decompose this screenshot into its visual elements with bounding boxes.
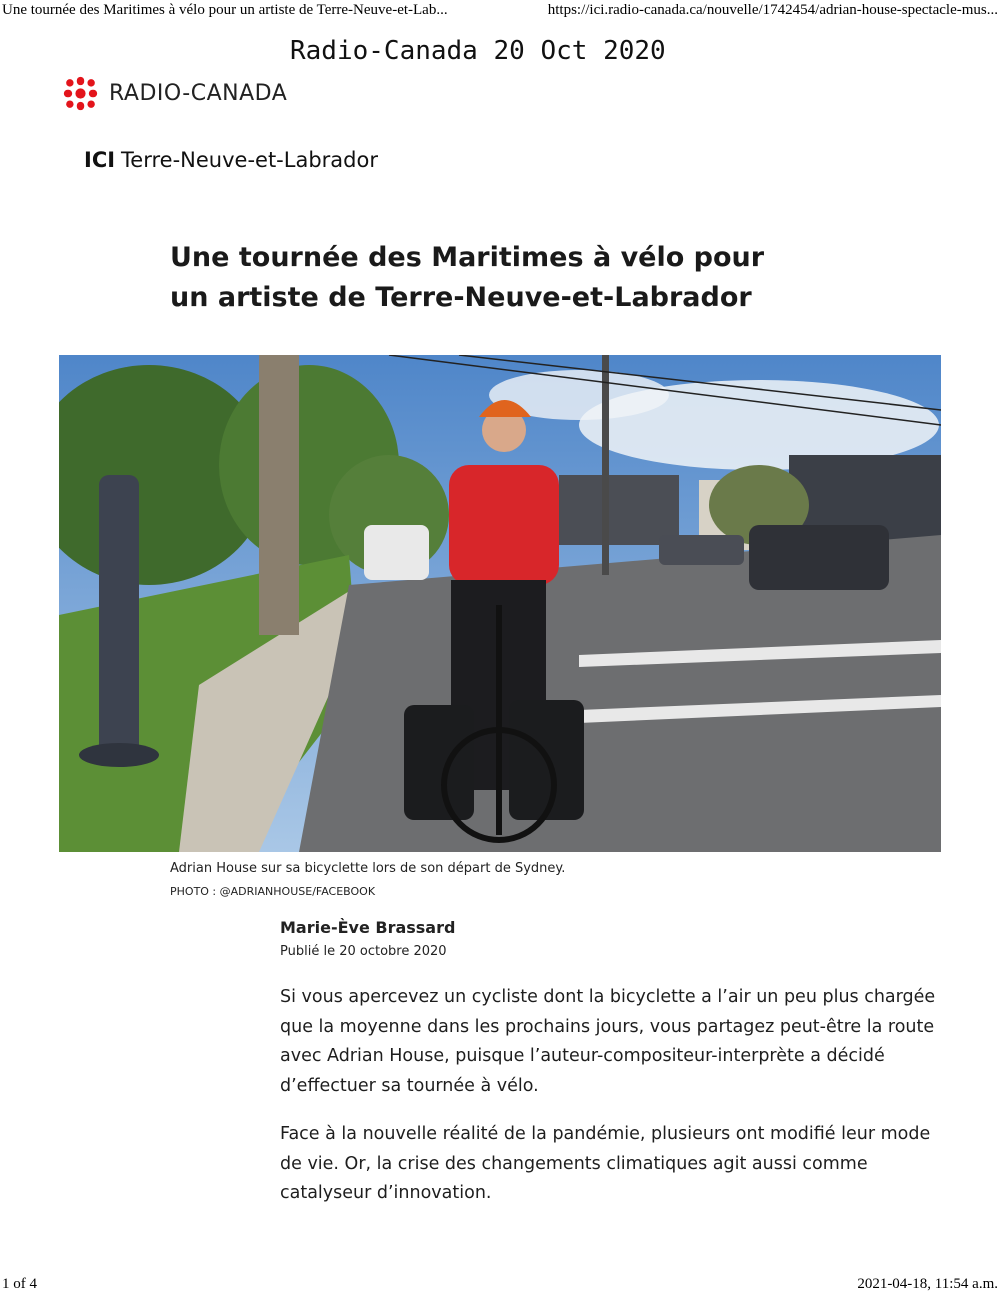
radio-canada-gem-icon [62,75,99,112]
article-paragraph: Face à la nouvelle réalité de la pandémie, plusieurs ont modifié leur mode de vie. Or, la crise des changements climatiques agit aussi comme catalyseur d’innovation. [280,1124,931,1203]
region-name: Terre-Neuve-et-Labrador [121,148,378,172]
photo-caption: Adrian House sur sa bicyclette lors de son départ de Sydney. [170,861,566,876]
region-heading[interactable] [84,148,378,172]
print-timestamp: 2021-04-18, 11:54 a.m. [857,1276,998,1292]
logo-wordmark: RADIO-CANADA [109,80,288,106]
date-stamp: Radio-Canada 20 Oct 2020 [290,36,666,66]
radio-canada-logo[interactable] [62,73,287,113]
print-page-number: 1 of 4 [2,1276,37,1292]
print-page-url[interactable]: https://ici.radio-canada.ca/nouvelle/1742454/adrian-house-spectacle-mus... [547,2,998,18]
author-name[interactable]: Marie-Ève Brassard [280,918,456,937]
article-photo [59,355,941,852]
article-headline: Une tournée des Maritimes à vélo pour un artiste de Terre-Neuve-et-Labrador [170,242,765,313]
print-header [0,0,1000,22]
region-ici-label: ICI [84,148,116,172]
print-page-title: Une tournée des Maritimes à vélo pour un artiste de Terre-Neuve-et-Lab... [2,2,448,18]
print-footer [0,1276,1000,1294]
cyclist-photo-illustration [59,355,941,852]
article-paragraph: Si vous apercevez un cycliste dont la bicyclette a l’air un peu plus chargée que la moyenne dans les prochains jours, vous partagez peut-être la route avec Adrian House, puisque l’auteur-compositeur-interprète a décidé d’effectuer sa tournée à vélo. [280,987,936,1096]
photo-credit: PHOTO : @ADRIANHOUSE/FACEBOOK [170,885,376,898]
publish-date: Publié le 20 octobre 2020 [280,944,447,959]
